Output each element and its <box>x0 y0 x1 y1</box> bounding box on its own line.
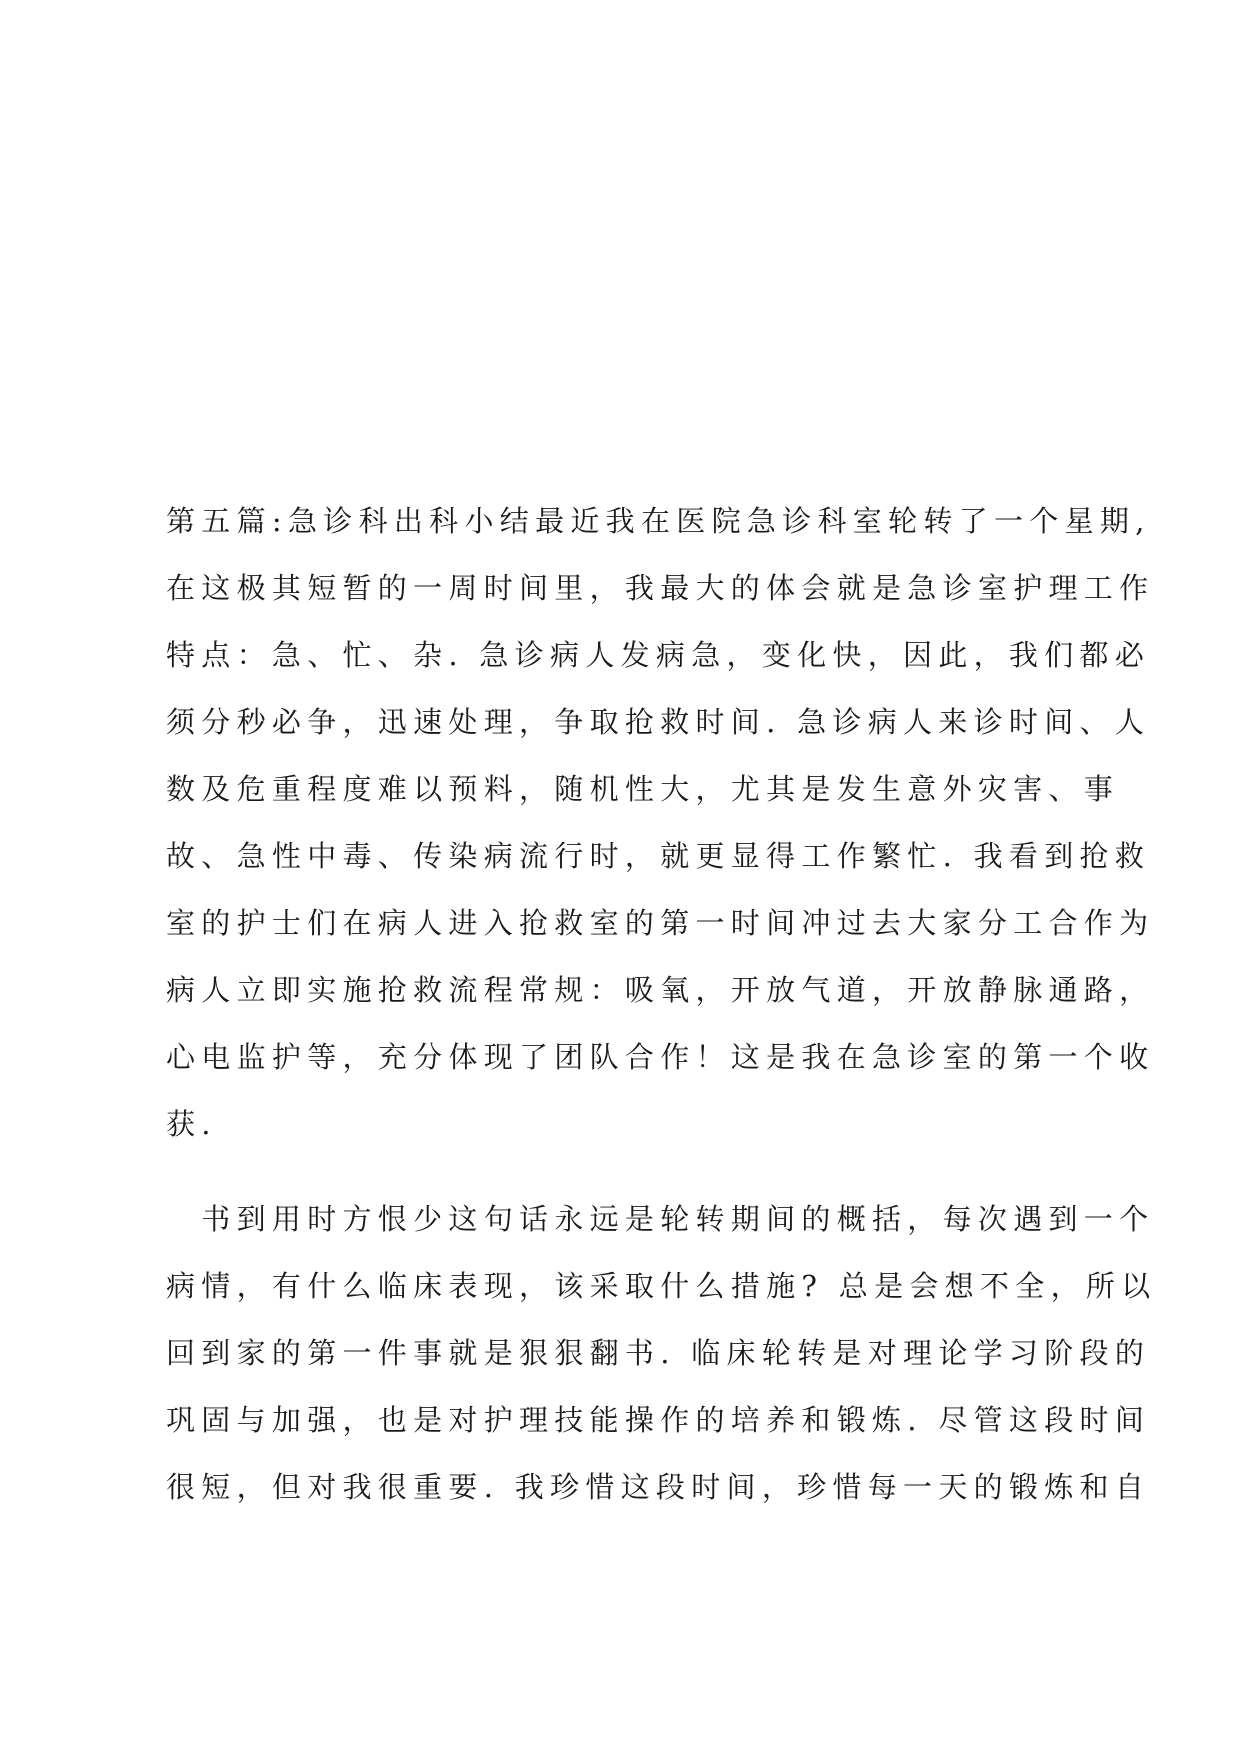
text-line: 特点：急、忙、杂. 急诊病人发病急，变化快，因此，我们都必 <box>166 638 1151 672</box>
text-line: 巩固与加强，也是对护理技能操作的培养和锻炼. 尽管这段时间 <box>166 1403 1151 1437</box>
text-line: 数及危重程度难以预料，随机性大，尤其是发生意外灾害、事 <box>166 772 1120 806</box>
text-line: 很短，但对我很重要. 我珍惜这段时间，珍惜每一天的锻炼和自 <box>166 1470 1151 1504</box>
text-line: 室的护士们在病人进入抢救室的第一时间冲过去大家分工合作为 <box>166 906 1155 940</box>
text-line: 获. <box>166 1107 217 1141</box>
text-line: 在这极其短暂的一周时间里，我最大的体会就是急诊室护理工作 <box>166 571 1155 605</box>
text-line: 病人立即实施抢救流程常规：吸氧，开放气道，开放静脉通路， <box>166 973 1155 1007</box>
paragraph-2 <box>166 1186 1157 1521</box>
text-line: 书到用时方恨少这句话永远是轮转期间的概括，每次遇到一个 <box>166 1202 1155 1236</box>
text-line: 心电监护等，充分体现了团队合作！这是我在急诊室的第一个收 <box>166 1040 1155 1074</box>
text-line: 回到家的第一件事就是狠狠翻书. 临床轮转是对理论学习阶段的 <box>166 1336 1151 1370</box>
text-line: 故、急性中毒、传染病流行时，就更显得工作繁忙. 我看到抢救 <box>166 839 1151 873</box>
paragraph-1 <box>166 488 1155 1158</box>
text-line: 第五篇:急诊科出科小结最近我在医院急诊科室轮转了一个星期, <box>166 504 1151 538</box>
text-line: 病情，有什么临床表现，该采取什么措施? 总是会想不全，所以 <box>166 1269 1157 1303</box>
text-line: 须分秒必争，迅速处理，争取抢救时间. 急诊病人来诊时间、人 <box>166 705 1151 739</box>
